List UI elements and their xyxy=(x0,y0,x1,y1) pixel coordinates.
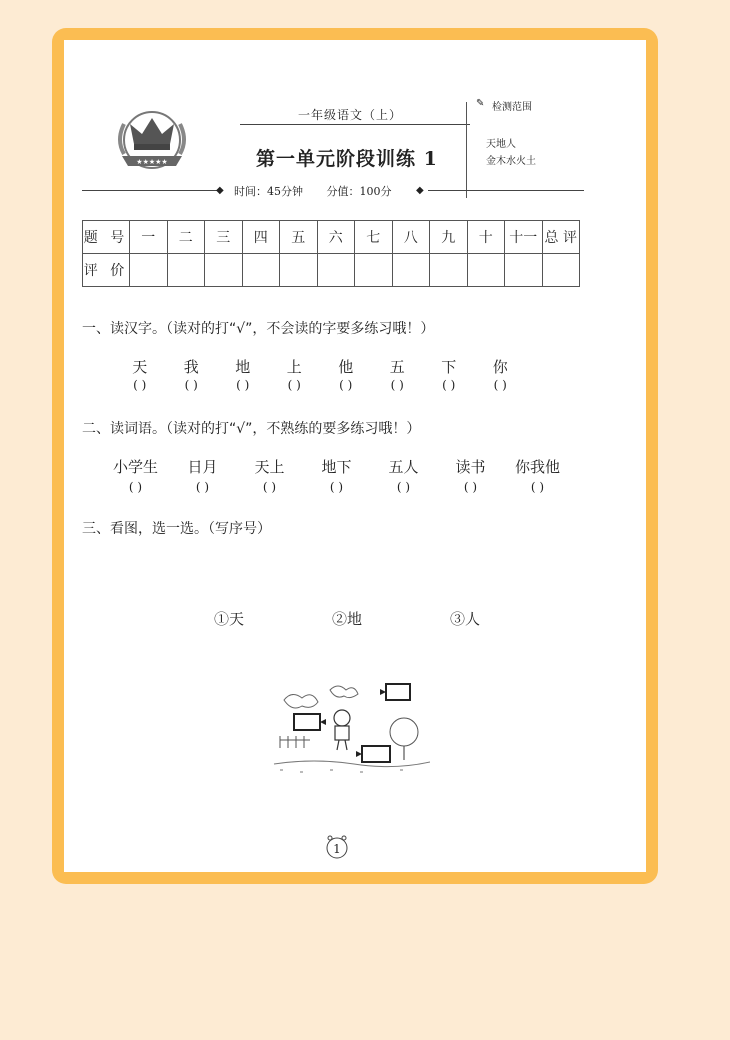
question-3-title: 三、看图，选一选。（写序号） xyxy=(82,521,271,537)
worksheet-page xyxy=(64,40,646,872)
page-title: 第一单元阶段训练 1 xyxy=(256,148,438,170)
answer-box[interactable] xyxy=(386,684,410,700)
option-list xyxy=(214,608,568,629)
character: 地 xyxy=(235,358,251,376)
divider xyxy=(240,124,470,125)
subject-label: 一年级语文（上） xyxy=(298,108,403,122)
score-cell[interactable] xyxy=(317,254,355,287)
table-cell: 总 评 xyxy=(542,221,580,254)
svg-text:★★★★★: ★★★★★ xyxy=(136,158,168,166)
score-cell[interactable] xyxy=(130,254,168,287)
word: 地下 xyxy=(321,458,352,476)
answer-blank[interactable]: ( ) xyxy=(195,480,210,494)
table-row xyxy=(83,254,580,287)
table-cell: 题 号 xyxy=(83,221,130,254)
score-cell[interactable] xyxy=(505,254,543,287)
answer-blank[interactable]: ( ) xyxy=(236,378,250,392)
score-label: 分值：100分 xyxy=(326,185,392,198)
scene-illustration xyxy=(270,680,430,780)
word: 日月 xyxy=(187,458,218,476)
page-number: 1 xyxy=(333,842,341,856)
score-cell[interactable] xyxy=(542,254,580,287)
exam-meta xyxy=(234,183,412,199)
score-table xyxy=(82,220,580,287)
answer-blanks xyxy=(102,480,571,494)
answer-blank[interactable]: ( ) xyxy=(184,378,198,392)
answer-blank[interactable]: ( ) xyxy=(390,378,404,392)
answer-blank[interactable]: ( ) xyxy=(262,480,277,494)
character: 天 xyxy=(132,358,148,376)
option: ①天 xyxy=(214,610,245,628)
character: 我 xyxy=(183,358,199,376)
answer-blank[interactable]: ( ) xyxy=(493,378,507,392)
score-cell[interactable] xyxy=(280,254,318,287)
word: 五人 xyxy=(388,458,419,476)
answer-box[interactable] xyxy=(294,714,320,730)
answer-blank[interactable]: ( ) xyxy=(128,480,143,494)
scope-line: 金木水火土 xyxy=(486,156,536,167)
answer-blanks xyxy=(114,378,526,392)
score-cell[interactable] xyxy=(467,254,505,287)
question-2-title: 二、读词语。（读对的打“√”，不熟练的要多练习哦！） xyxy=(82,421,421,437)
crown-logo-icon xyxy=(110,104,194,184)
table-row xyxy=(83,221,580,254)
scope-line: 天地人 xyxy=(486,139,516,150)
score-cell[interactable] xyxy=(392,254,430,287)
table-cell: 十一 xyxy=(505,221,543,254)
answer-blank[interactable]: ( ) xyxy=(329,480,344,494)
page-number-badge xyxy=(324,834,350,860)
answer-blank[interactable]: ( ) xyxy=(287,378,301,392)
diamond-icon: ◆ xyxy=(216,185,224,196)
option: ③人 xyxy=(450,610,481,628)
table-cell: 二 xyxy=(167,221,205,254)
answer-box[interactable] xyxy=(362,746,390,762)
character-list xyxy=(114,356,526,377)
table-cell: 三 xyxy=(205,221,243,254)
table-cell: 六 xyxy=(317,221,355,254)
scope-title: 检测范围 xyxy=(492,102,532,113)
word: 你我他 xyxy=(514,458,560,476)
time-label: 时间：45分钟 xyxy=(234,185,303,198)
divider xyxy=(82,190,222,191)
table-cell: 八 xyxy=(392,221,430,254)
option: ②地 xyxy=(332,610,363,628)
pencil-icon: ✎ xyxy=(476,98,485,109)
table-cell: 评 价 xyxy=(83,254,130,287)
divider xyxy=(428,190,584,191)
word-list xyxy=(102,456,571,477)
divider xyxy=(466,102,467,198)
answer-blank[interactable]: ( ) xyxy=(133,378,147,392)
answer-blank[interactable]: ( ) xyxy=(339,378,353,392)
word: 读书 xyxy=(455,458,486,476)
diamond-icon: ◆ xyxy=(416,185,424,196)
table-cell: 七 xyxy=(355,221,393,254)
character: 五 xyxy=(389,358,405,376)
answer-blank[interactable]: ( ) xyxy=(463,480,478,494)
score-cell[interactable] xyxy=(242,254,280,287)
answer-blank[interactable]: ( ) xyxy=(442,378,456,392)
character: 你 xyxy=(492,358,508,376)
table-cell: 一 xyxy=(130,221,168,254)
score-cell[interactable] xyxy=(205,254,243,287)
table-cell: 四 xyxy=(242,221,280,254)
table-cell: 九 xyxy=(430,221,468,254)
table-cell: 五 xyxy=(280,221,318,254)
answer-blank[interactable]: ( ) xyxy=(530,480,545,494)
score-cell[interactable] xyxy=(430,254,468,287)
question-1-title: 一、读汉字。（读对的打“√”，不会读的字要多练习哦！） xyxy=(82,321,435,337)
word: 小学生 xyxy=(112,458,158,476)
character: 他 xyxy=(338,358,354,376)
character: 下 xyxy=(441,358,457,376)
orange-frame xyxy=(52,28,658,884)
word: 天上 xyxy=(254,458,285,476)
score-cell[interactable] xyxy=(167,254,205,287)
score-cell[interactable] xyxy=(355,254,393,287)
character: 上 xyxy=(286,358,302,376)
answer-blank[interactable]: ( ) xyxy=(396,480,411,494)
table-cell: 十 xyxy=(467,221,505,254)
